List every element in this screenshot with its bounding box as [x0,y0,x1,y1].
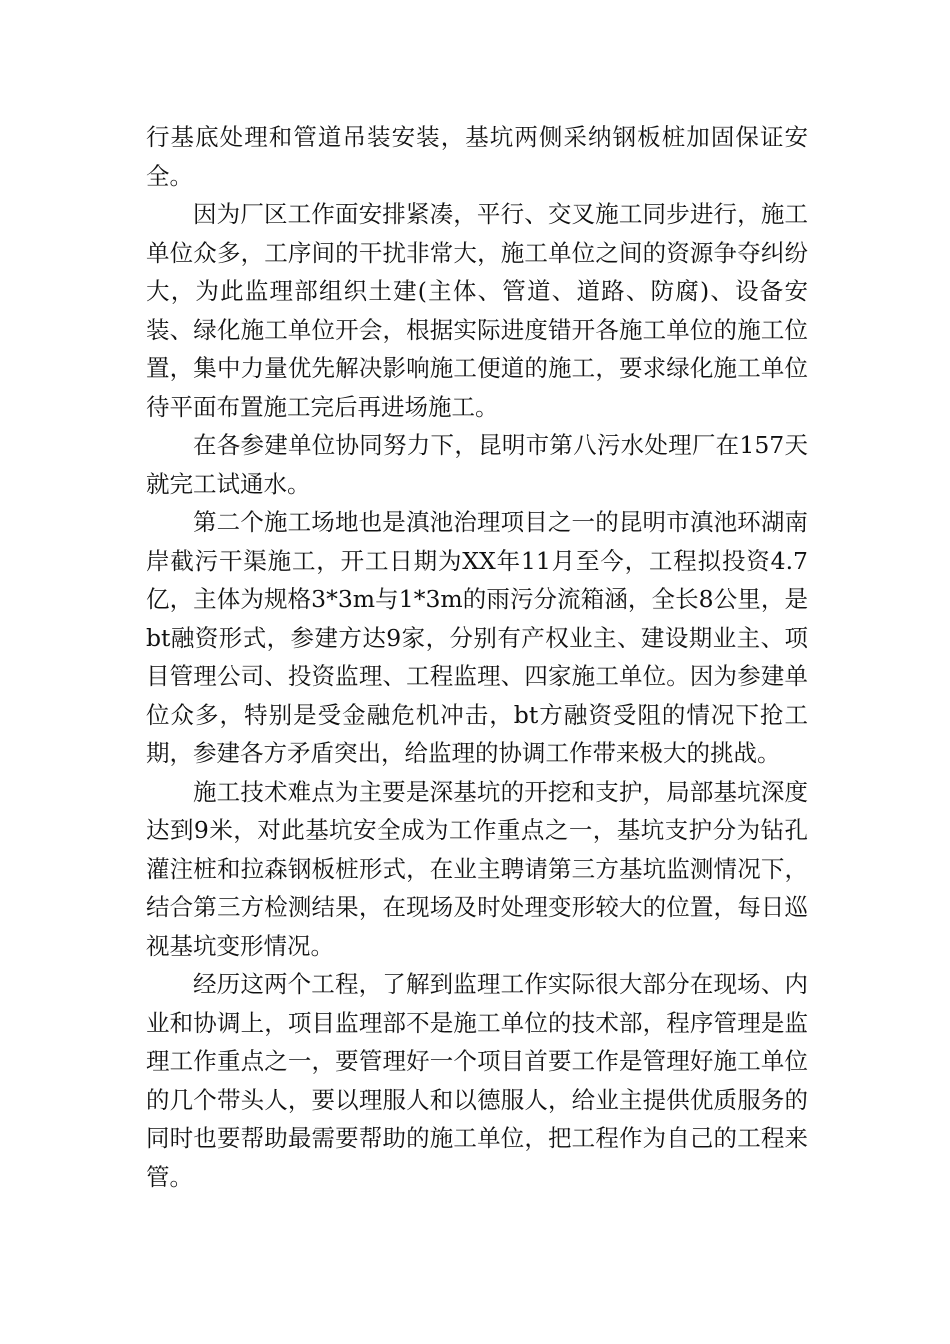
paragraph-completion: 在各参建单位协同努力下，昆明市第八污水处理厂在157天就完工试通水。 [146,431,808,498]
paragraph-technical-difficulty: 施工技术难点为主要是深基坑的开挖和支护，局部基坑深度达到9米，对此基坑安全成为工作重点之一，基坑支护分为钻孔灌注桩和拉森钢板桩形式，在业主聘请第三方基坑监测情况下，结合第三方检测结果，在现场及时处理变形较大的位置，每日巡视基坑变形情况。 [146,777,808,960]
paragraph-continuation: 行基底处理和管道吊装安装，基坑两侧采纳钢板桩加固保证安全。 [146,123,808,190]
document-body [146,118,808,1196]
paragraph-experience-summary: 经历这两个工程，了解到监理工作实际很大部分在现场、内业和协调上，项目监理部不是施工单位的技术部，程序管理是监理工作重点之一，要管理好一个项目首要工作是管理好施工单位的几个带头人，要以理服人和以德服人，给业主提供优质服务的同时也要帮助最需要帮助的施工单位，把工程作为自己的工程来管。 [146,970,808,1191]
paragraph-second-site: 第二个施工场地也是滇池治理项目之一的昆明市滇池环湖南岸截污干渠施工，开工日期为XX年11月至今，工程拟投资4.7亿，主体为规格3*3m与1*3m的雨污分流箱涵，全长8公里，是bt融资形式，参建方达9家，分别有产权业主、建设期业主、项目管理公司、投资监理、工程监理、四家施工单位。因为参建单位众多，特别是受金融危机冲击，bt方融资受阻的情况下抢工期，参建各方矛盾突出，给监理的协调工作带来极大的挑战。 [146,508,808,767]
paragraph-site-coordination: 因为厂区工作面安排紧凑，平行、交叉施工同步进行，施工单位众多，工序间的干扰非常大，施工单位之间的资源争夺纠纷大，为此监理部组织土建(主体、管道、道路、防腐)、设备安装、绿化施工单位开会，根据实际进度错开各施工单位的施工位置，集中力量优先解决影响施工便道的施工，要求绿化施工单位待平面布置施工完后再进场施工。 [146,200,808,421]
